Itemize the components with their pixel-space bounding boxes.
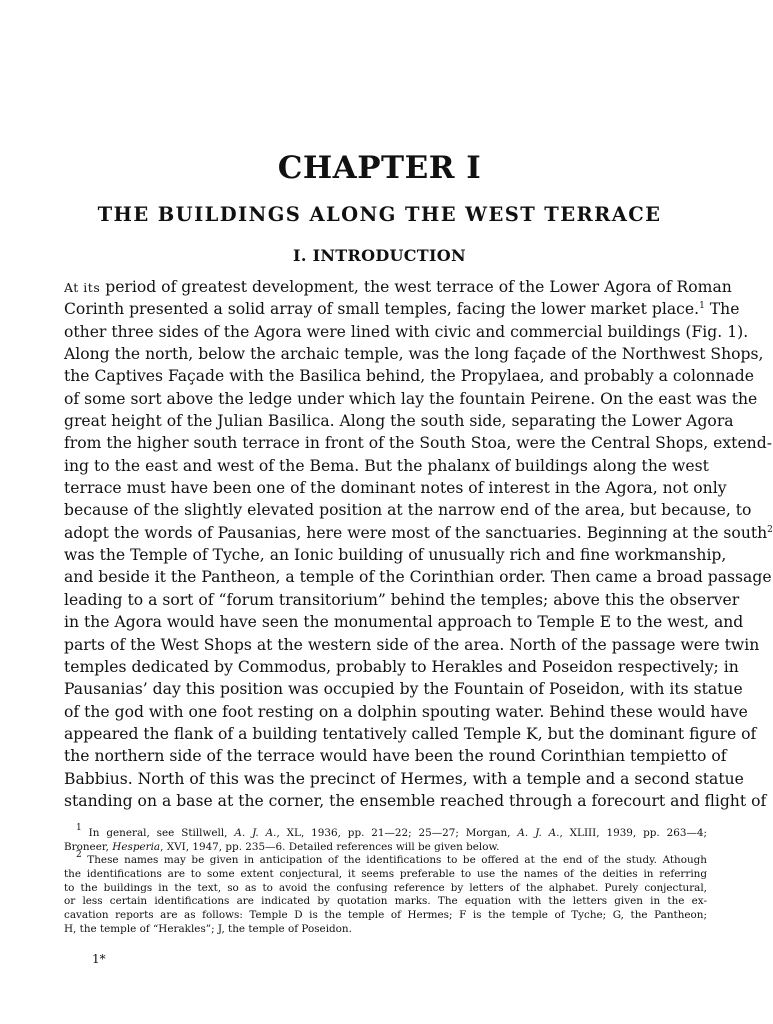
- footnote-line: $^1$ In general, see Stillwell, A. J. A., XL, 1936, pp. 21—22; 25—27; Morgan, A. J. A., XLIII, 1939, pp. 263—4;: [76, 823, 707, 839]
- body-line: Corinth presented a solid array of small temples, facing the lower market place.$^1$ The: [64, 300, 740, 319]
- body-line: standing on a base at the corner, the ensemble reached through a forecourt and flight of: [64, 791, 767, 810]
- footnote-ref-2: 2: [767, 524, 773, 535]
- body-line: in the Agora would have seen the monumental approach to Temple E to the west, and: [64, 613, 744, 632]
- body-line: parts of the West Shops at the western side of the area. North of the passage were twin: [64, 635, 760, 654]
- section-heading: I. INTRODUCTION: [293, 246, 466, 265]
- body-line: ing to the east and west of the Bema. But the phalanx of buildings along the west: [64, 456, 709, 475]
- body-text: [64, 276, 773, 812]
- body-line: because of the slightly elevated position at the narrow end of the area, but because, to: [64, 501, 752, 520]
- body-line: and beside it the Pantheon, a temple of the Corinthian order. Then came a broad passage: [64, 568, 772, 587]
- body-line: temples dedicated by Commodus, probably to Herakles and Poseidon respectively; in: [64, 657, 739, 676]
- body-line: of the god with one foot resting on a dolphin spouting water. Behind these would have: [64, 702, 748, 721]
- body-line: great height of the Julian Basilica. Along the south side, separating the Lower Agora: [64, 412, 734, 431]
- body-line: Pausanias’ day this position was occupied by the Fountain of Poseidon, with its statue: [64, 680, 743, 699]
- body-line: the northern side of the terrace would have been the round Corinthian tempietto of: [64, 747, 727, 766]
- footnotes: [64, 823, 707, 937]
- footnote-line: the identifications are to some extent conjectural, it seems preferable to use the names of the deities in referring: [64, 868, 707, 881]
- body-line: At its period of greatest development, the west terrace of the Lower Agora of Roman: [64, 278, 732, 296]
- footnote-line: Broneer, Hesperia, XVI, 1947, pp. 235—6. Detailed references will be given below.: [64, 840, 500, 853]
- body-line: the Captives Façade with the Basilica behind, the Propylaea, and probably a colonnade: [64, 367, 755, 386]
- body-line: terrace must have been one of the dominant notes of interest in the Agora, not only: [64, 479, 727, 498]
- footnote-line: H, the temple of “Herakles”; J, the temple of Poseidon.: [64, 922, 352, 935]
- body-line: of some sort above the ledge under which lay the fountain Peirene. On the east was the: [64, 389, 758, 408]
- body-line: from the higher south terrace in front of the South Stoa, were the Central Shops, extend-: [64, 434, 772, 453]
- body-line: was the Temple of Tyche, an Ionic building of unusually rich and fine workmanship,: [64, 546, 727, 565]
- chapter-subtitle: THE BUILDINGS ALONG THE WEST TERRACE: [97, 203, 662, 226]
- body-line: appeared the flank of a building tentatively called Temple K, but the dominant figure of: [64, 724, 757, 743]
- footnote-line: or less certain identifications are indicated by quotation marks. The equation with the letters given in the ex-: [64, 895, 707, 908]
- footnote-ref-1: 1: [699, 301, 705, 312]
- signature-mark: 1*: [92, 952, 106, 966]
- chapter-title: CHAPTER I: [277, 150, 482, 186]
- body-line: Babbius. North of this was the precinct of Hermes, with a temple and a second statue: [64, 769, 744, 788]
- footnote-line: to the buildings in the text, so as to avoid the confusing reference by letters of the alphabet. Purely conjectural,: [64, 881, 707, 894]
- dropcap-smallcaps: At its: [64, 280, 101, 295]
- footnote-line: $^2$ These names may be given in anticipation of the identifications to be offered at the end of the study. Athough: [76, 850, 707, 867]
- body-line: adopt the words of Pausanias, here were most of the sanctuaries. Beginning at the south$^2$: [64, 523, 773, 542]
- body-line: other three sides of the Agora were lined with civic and commercial buildings (Fig. 1).: [64, 322, 749, 341]
- footnote-line: cavation reports are as follows: Temple D is the temple of Hermes; F is the temple of Tyche; G, the Pantheon;: [64, 909, 707, 922]
- body-line: Along the north, below the archaic temple, was the long façade of the Northwest Shops,: [64, 345, 764, 364]
- footnote-mark-2: 2: [76, 850, 82, 861]
- body-line: leading to a sort of “forum transitorium” behind the temples; above this the observer: [64, 590, 740, 609]
- footnote-mark-1: 1: [76, 823, 82, 833]
